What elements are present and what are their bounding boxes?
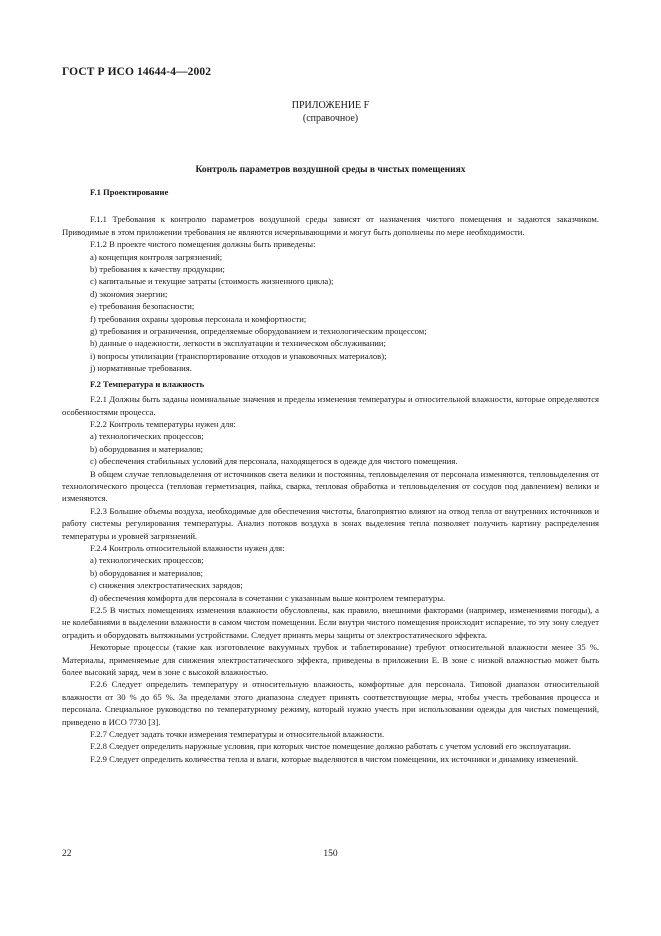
paragraph-f2-2: F.2.2 Контроль температуры нужен для: (90, 418, 236, 429)
paragraph-f2-5: F.2.5 В чистых помещениях изменения влажности обусловлены, как правило, внешними факторами (например, изменениями погоды), а не колебаниями в выделении влажности в самом чистом помещении. Если внутри чистого помещения происходит испарение, то эту зону следует оградить и оборудовать вытяжными устройствами. Следует принять меры защиты от электростатического эффекта. (62, 605, 599, 640)
list-item: e) требования безопасности; (90, 301, 195, 312)
paragraph-f1-1: F.1.1 Требования к контролю параметров воздушной среды зависят от назначения чистого помещения и задаются заказчиком. Приводимые в этом приложении требования не являются исчерпывающими и могут быть дополнены по мере необходимости. (62, 214, 599, 237)
paragraph-f2-1: F.2.1 Должны быть заданы номинальные значения и пределы изменения температуры и относительной влажности, которые определяются особенностями процесса. (62, 394, 599, 417)
main-title: Контроль параметров воздушной среды в чистых помещениях (195, 165, 466, 175)
paragraph-f2-4: F.2.4 Контроль относительной влажности нужен для: (90, 542, 285, 553)
list-item: f) требования охраны здоровья персонала и комфортности; (90, 313, 307, 324)
list-item: j) нормативные требования. (90, 363, 192, 374)
list-item: b) оборудования и материалов; (90, 567, 204, 578)
document-header: ГОСТ Р ИСО 14644-4—2002 (62, 66, 212, 78)
list-item: c) обеспечения стабильных условий для персонала, находящегося в одежде для чистого помещения. (90, 456, 458, 467)
paragraph-f2-5-extra: Некоторые процессы (такие как изготовление вакуумных трубок и таблетирование) требуют относительной влажности менее 35 %. Материалы, применяемые для снижения электростатического эффекта, приведены в приложении E. В зоне с низкой влажностью может быть более высокий заряд, чем в зоне с высокой влажностью. (62, 642, 599, 678)
paragraph-f1-2: F.1.2 В проекте чистого помещения должны быть приведены: (90, 239, 316, 250)
list-item: а) технологических процессов; (90, 555, 204, 566)
list-item: а) технологических процессов; (90, 431, 204, 442)
list-item: c) капитальные и текущие затраты (стоимость жизненного цикла); (90, 276, 334, 287)
section-heading-f2: F.2 Температура и влажность (90, 378, 205, 389)
page-number-center: 150 (323, 849, 338, 859)
paragraph-f2-6: F.2.6 Следует определить температуру и относительную влажность, комфортные для персонала. Типовой диапазон относительной влажности от 30 % до 65 %. За пределами этого диапазона следует принять соответствующие меры, чтобы учесть требования процесса и персонала. Специальное руководство по температурному режиму, который нужно учесть при использовании одежды для чистых помещений, приведено в ИСО 7730 [3]. (62, 679, 599, 727)
list-item: d) обеспечения комфорта для персонала в сочетании с указанным выше контролем температуры. (90, 592, 446, 603)
appendix-title: ПРИЛОЖЕНИЕ F (291, 100, 370, 111)
list-item: а) концепция контроля загрязнений; (90, 251, 223, 262)
list-item: b) оборудования и материалов; (90, 443, 204, 454)
appendix-heading (0, 99, 661, 125)
paragraph-f2-9: F.2.9 Следует определить количества тепла и влаги, которые выделяются в чистом помещении, их источники и динамику изменений. (90, 753, 579, 764)
list-item: g) требования и ограничения, определяемые оборудованием и технологическим процессом; (90, 326, 427, 337)
list-item: c) снижения электростатических зарядов; (90, 580, 243, 591)
list-item: h) данные о надежности, легкости в эксплуатации и техническом обслуживании; (90, 338, 386, 349)
page-number-left: 22 (62, 849, 72, 859)
paragraph-f2-7: F.2.7 Следует задать точки измерения температуры и относительной влажности. (90, 729, 385, 740)
section-heading-f1: F.1 Проектирование (90, 187, 169, 197)
paragraph-f2-8: F.2.8 Следует определить наружные условия, при которых чистое помещение должно работать с учетом условий его эксплуатации. (90, 741, 571, 752)
list-item: b) требования к качеству продукции; (90, 264, 225, 275)
document-body (62, 186, 599, 765)
appendix-subtitle: (справочное) (302, 113, 359, 124)
list-item: d) экономия энергии; (90, 288, 168, 299)
paragraph-f2-3: F.2.3 Большие объемы воздуха, необходимые для обеспечения чистоты, благоприятно влияют на отвод тепла от внутренних источников и работу системы регулирования температуры. Анализ потоков воздуха в зонах выделения тепла позволяет получить картину распределения температуры и уровней загрязнений. (62, 505, 599, 541)
list-item: i) вопросы утилизации (транспортирование отходов и упаковочных материалов); (90, 350, 387, 361)
paragraph-f2-heat: В общем случае тепловыделения от источников света велики и постоянны, тепловыделения от персонала изменяются, тепловыделения от технологического процесса (тепловая герметизация, пайка, сварка, тепловая обработка и тепловыделения от сосудов под давлением) велики и изменяются. (62, 468, 599, 504)
